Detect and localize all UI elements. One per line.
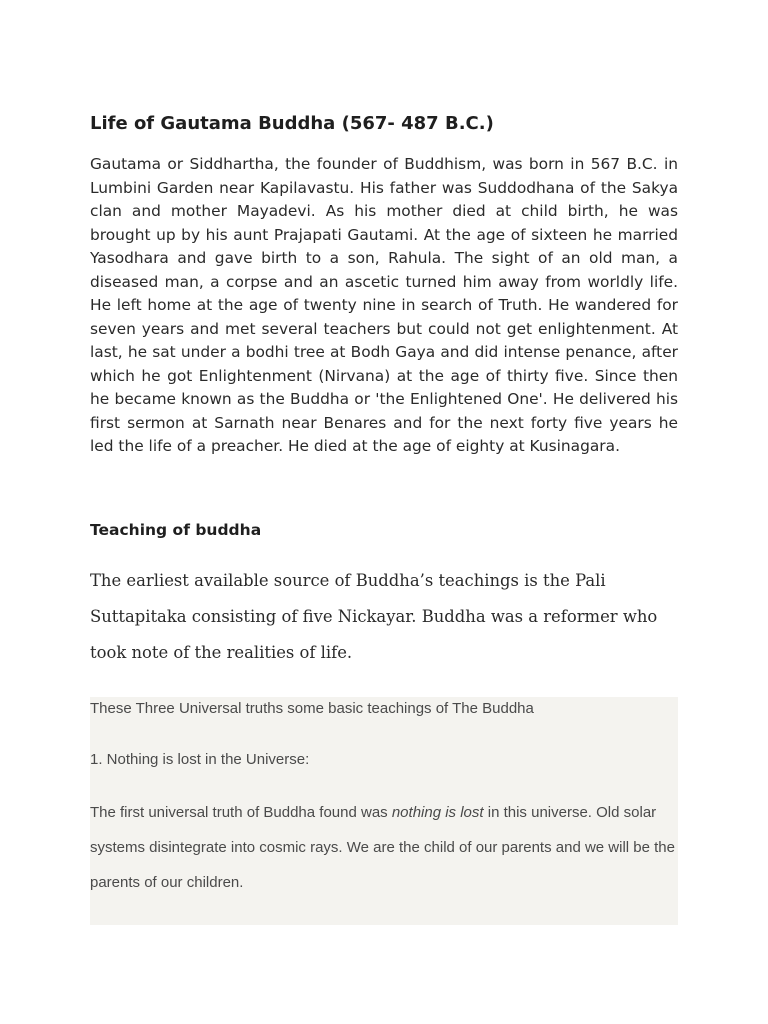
truth-text-emphasis: nothing is lost — [391, 804, 484, 821]
page-title: Life of Gautama Buddha (567- 487 B.C.) — [90, 113, 494, 134]
teaching-paragraph: The earliest available source of Buddha’s teachings is the Pali Suttapitaka consisting of five Nickayar. Buddha was a reformer who took note of the realities of life. — [90, 571, 658, 662]
biography-paragraph: Gautama or Siddhartha, the founder of Buddhism, was born in 567 B.C. in Lumbini Garden near Kapilavastu. His father was Suddodhana of the Sakya clan and mother Mayadevi. As his mother died at child birth, he was brought up by his aunt Prajapati Gautami. At the age of sixteen he married Yasodhara and gave birth to a son, Rahula. The sight of an old man, a diseased man, a corpse and an ascetic turned him away from worldly life. He left home at the age of twenty nine in search of Truth. He wandered for seven years and met several teachers but could not get enlightenment. At last, he sat under a bodhi tree at Bodh Gaya and did intense penance, after which he got Enlightenment (Nirvana) at the age of thirty five. Since then he became known as the Buddha or 'the Enlightened One'. He delivered his first sermon at Sarnath near Benares and for the next forty five years he led the life of a preacher. He died at the age of eighty at Kusinagara. — [90, 155, 678, 455]
truth-description — [90, 795, 678, 900]
truth-text-after: in this universe. Old solar systems disintegrate into cosmic rays. We are the child of our parents and we will be the parents of our children. — [90, 804, 675, 891]
truth-item-1: 1. Nothing is lost in the Universe: — [90, 751, 310, 768]
teaching-heading: Teaching of buddha — [90, 521, 262, 539]
universal-truths-box — [90, 697, 678, 925]
truths-intro: These Three Universal truths some basic teachings of The Buddha — [90, 700, 534, 717]
truth-text-before: The first universal truth of Buddha found was — [90, 804, 392, 821]
